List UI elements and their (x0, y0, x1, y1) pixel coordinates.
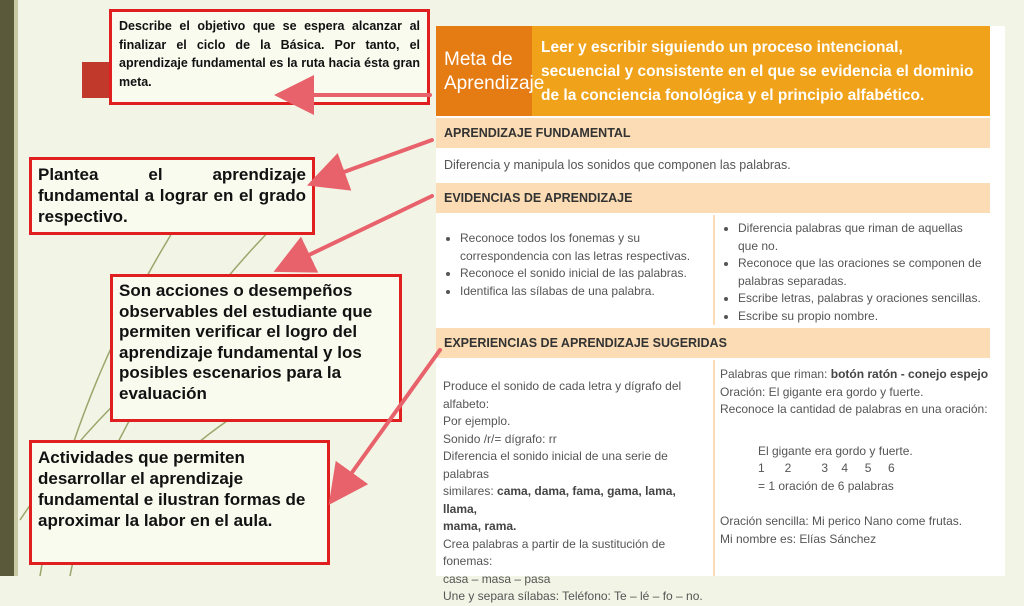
evidence-list-left (440, 230, 710, 300)
exp-line-bold: mama, rama. (443, 519, 517, 533)
list-item: • Escribe letras, palabras y oraciones sencillas. (738, 290, 986, 308)
experiences-left (443, 378, 713, 606)
exp-line: Oración: El gigante era gordo y fuerte. (720, 384, 924, 399)
exp-line: casa – masa – pasa (443, 571, 551, 586)
exp-line: Une y separa sílabas: Teléfono: Te – lé – fo – no. (443, 589, 703, 603)
callout-meta-text: Describe el objetivo que se espera alcanzar al finalizar el ciclo de la Básica. Por tanto, el aprendizaje fundamental es la ruta hacia ésta gran meta. (119, 19, 420, 89)
callout-experiencias (29, 440, 330, 565)
callout-experiencias-text: Actividades que permiten desarrollar el aprendizaje fundamental e ilustran formas de aproximar la labor en el aula. (38, 448, 306, 530)
exp-line (720, 366, 990, 384)
af-heading: APRENDIZAJE FUNDAMENTAL (436, 118, 990, 148)
exp-line-part: Palabras que riman: (720, 367, 831, 381)
spacer (720, 419, 990, 443)
column-divider (713, 215, 715, 325)
exp-line: El gigante era gordo y fuerte. (758, 443, 913, 458)
list-item: • Reconoce el sonido inicial de las palabras. (460, 265, 710, 283)
callout-evidencias-text: Son acciones o desempeños observables del estudiante que permiten verificar el logro del aprendizaje fundamental y los posibles escenarios para la evaluación (119, 281, 373, 403)
exp-line: = 1 oración de 6 palabras (758, 478, 894, 493)
exp-line: Reconoce la cantidad de palabras en una oración: (720, 402, 988, 416)
meta-text: Leer y escribir siguiendo un proceso intencional, secuencial y consistente en el que se evidencia el dominio de la conciencia fonológica y el principio alfabético. (541, 39, 974, 104)
spacer (720, 495, 990, 513)
af-text: Diferencia y manipula los sonidos que componen las palabras. (436, 150, 990, 180)
callout-aprendizaje (29, 157, 315, 235)
meta-label: Meta de Aprendizaje (436, 26, 532, 116)
exp-line: Diferencia el sonido inicial de una serie de palabras (443, 449, 668, 481)
evidence-list-right (718, 220, 986, 325)
exp-line (443, 483, 713, 518)
experiences-right (720, 366, 990, 548)
exp-line-bold: botón ratón - conejo espejo (830, 367, 989, 381)
exp-line-bold: cama, dama, fama, gama, lama, llama, (443, 484, 676, 516)
list-item: • Diferencia palabras que riman de aquellas que no. (738, 220, 986, 255)
exp-line: Crea palabras a partir de la sustitución de fonemas: (443, 536, 666, 568)
callout-aprendizaje-text: Plantea el aprendizaje fundamental a lograr en el grado respectivo. (38, 165, 306, 226)
exp-line: 1 2 3 4 5 6 (758, 461, 895, 475)
list-item: • Identifica las sílabas de una palabra. (460, 283, 710, 301)
column-divider (713, 360, 715, 576)
exp-line: Por ejemplo. (443, 414, 511, 428)
meta-header (436, 26, 990, 116)
list-item: • Reconoce que las oraciones se componen de palabras separadas. (738, 255, 986, 290)
ev-heading: EVIDENCIAS DE APRENDIZAJE (436, 183, 990, 213)
list-item: • Escribe su propio nombre. (738, 308, 986, 326)
list-item: • Reconoce todos los fonemas y su correspondencia con las letras respectivas. (460, 230, 710, 265)
callout-evidencias (110, 274, 402, 422)
callout-meta (109, 9, 430, 105)
exp-heading: EXPERIENCIAS DE APRENDIZAJE SUGERIDAS (436, 328, 990, 358)
exp-line: Oración sencilla: Mi perico Nano come frutas. (720, 514, 963, 528)
exp-line: Mi nombre es: Elías Sánchez (720, 531, 877, 546)
exp-line: Produce el sonido de cada letra y dígrafo del alfabeto: (443, 379, 682, 411)
exp-line-part: similares: (443, 484, 498, 498)
exp-line: Sonido /r/= dígrafo: rr (443, 431, 557, 446)
